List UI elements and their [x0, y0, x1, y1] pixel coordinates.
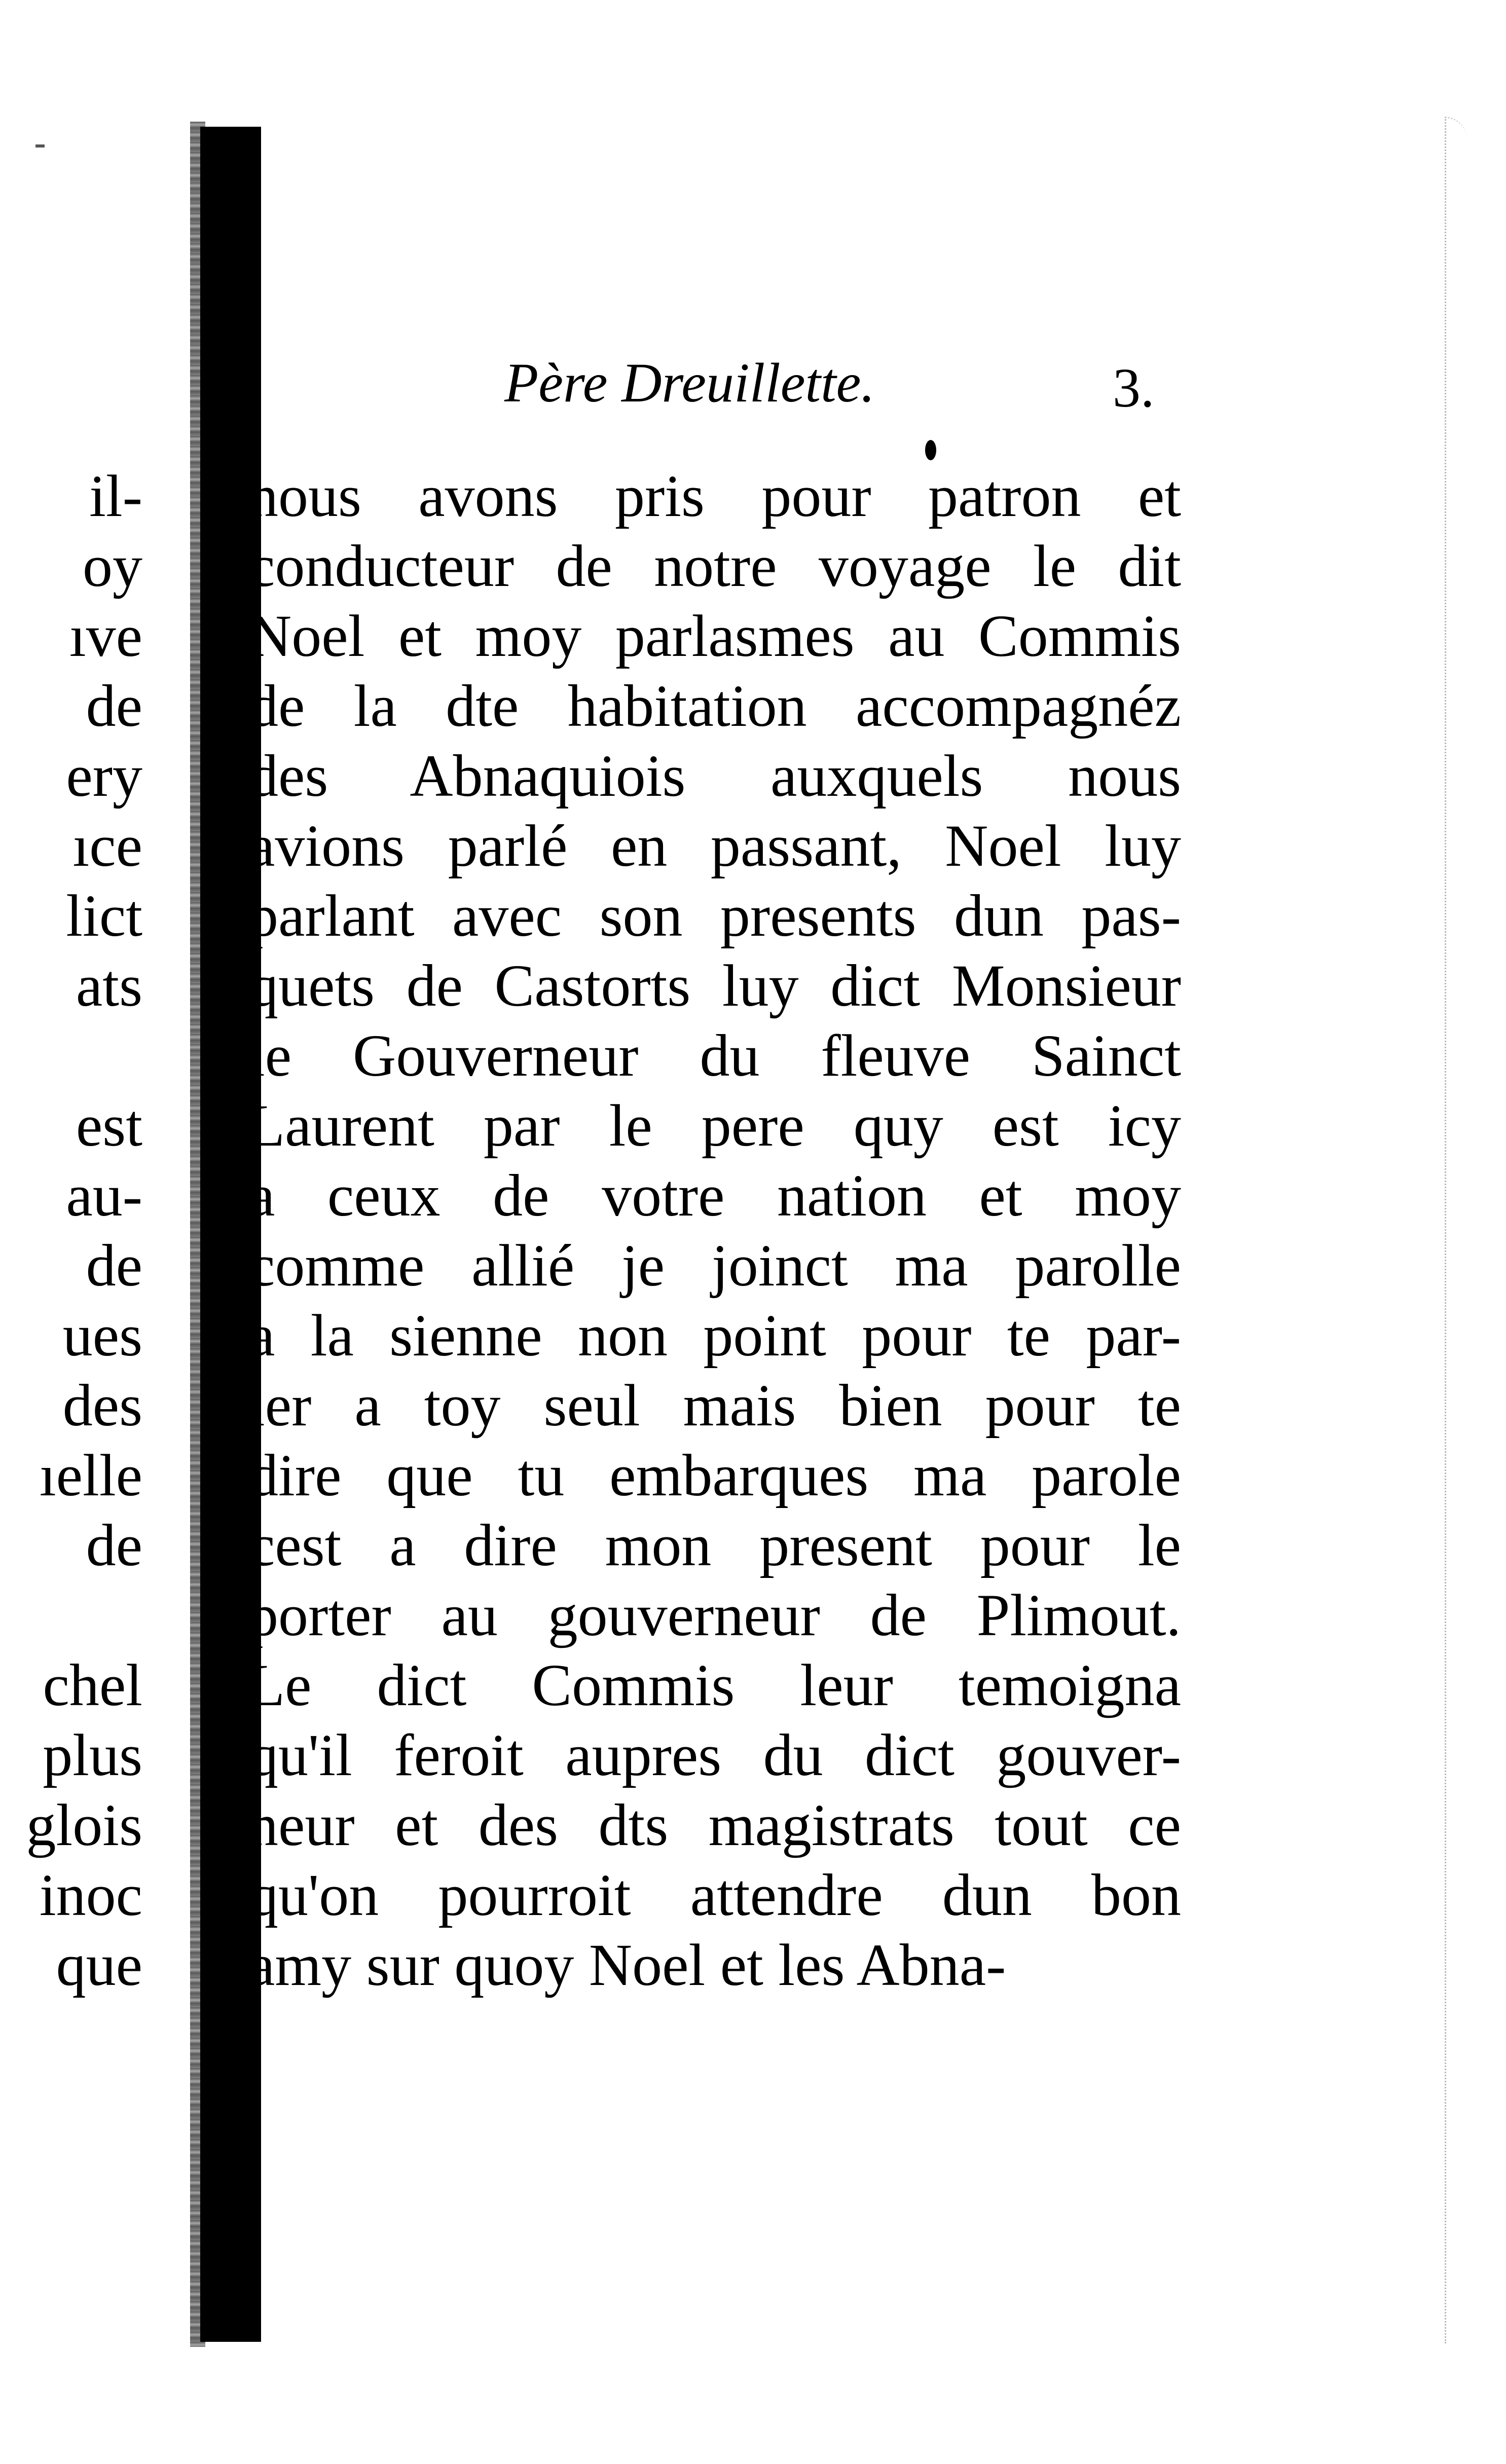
fragment-line: ıelle — [39, 1442, 142, 1509]
text-line: a ceux de votre nation et moy — [248, 1162, 1181, 1229]
text-line: neur et des dts magistrats tout ce — [248, 1792, 1181, 1858]
text-line: parlant avec son presents dun pas- — [248, 882, 1181, 949]
text-line: conducteur de notre voyage le dit — [248, 533, 1181, 599]
fragment-line: ues — [62, 1302, 142, 1369]
page-edge — [1445, 117, 1466, 2343]
fragment-line: au- — [66, 1162, 142, 1229]
text-line: le Gouverneur du fleuve Sainct — [248, 1022, 1181, 1089]
fragment-line: de — [86, 1512, 142, 1578]
text-line: quets de Castorts luy dict Monsieur — [248, 952, 1181, 1019]
scan-speck — [35, 144, 45, 148]
fragment-line: chel — [43, 1652, 142, 1718]
text-line: Laurent par le pere quy est icy — [248, 1092, 1181, 1159]
fragment-line: ats — [76, 952, 142, 1019]
fragment-line: ery — [66, 743, 142, 809]
fragment-line: de — [86, 673, 142, 739]
text-line: de la dte habitation accompagnéz — [248, 673, 1181, 739]
fragment-line — [0, 1580, 142, 1650]
left-page-fragments — [0, 461, 142, 2000]
text-line: avions parlé en passant, Noel luy — [248, 813, 1181, 879]
ink-blot — [925, 440, 936, 460]
text-line: Le dict Commis leur temoigna — [248, 1652, 1181, 1718]
text-line: amy sur quoy Noel et les Abna- — [248, 1932, 1006, 1998]
fragment-line — [0, 1021, 142, 1091]
text-line: porter au gouverneur de Plimout. — [248, 1582, 1181, 1648]
fragment-line: il- — [89, 463, 142, 529]
text-line: comme allié je joinct ma parolle — [248, 1232, 1181, 1299]
fragment-line: inoc — [39, 1862, 142, 1928]
text-line: ler a toy seul mais bien pour te — [248, 1372, 1181, 1439]
fragment-line: de — [86, 1232, 142, 1299]
fragment-line: oy — [83, 533, 142, 599]
text-line: cest a dire mon present pour le — [248, 1512, 1181, 1578]
text-line: nous avons pris pour patron et — [248, 463, 1181, 529]
fragment-line: lict — [66, 882, 142, 949]
fragment-line: ıce — [72, 813, 142, 879]
text-line: Noel et moy parlasmes au Commis — [248, 603, 1181, 669]
fragment-line: des — [62, 1372, 142, 1439]
fragment-line: est — [76, 1092, 142, 1159]
fragment-line: plus — [43, 1722, 142, 1788]
text-line: qu'il feroit aupres du dict gouver- — [248, 1722, 1181, 1788]
text-line: des Abnaquiois auxquels nous — [248, 743, 1181, 809]
fragment-line: que — [56, 1932, 142, 1998]
fragment-line: ıve — [69, 603, 142, 669]
body-text — [248, 461, 1181, 2000]
text-line: dire que tu embarques ma parole — [248, 1442, 1181, 1509]
text-line: qu'on pourroit attendre dun bon — [248, 1862, 1181, 1928]
fragment-line: glois — [26, 1792, 142, 1858]
page-number: 3. — [1113, 357, 1155, 419]
text-line: a la sienne non point pour te par- — [248, 1302, 1181, 1369]
running-header-title: Père Dreuillette. — [504, 352, 875, 414]
